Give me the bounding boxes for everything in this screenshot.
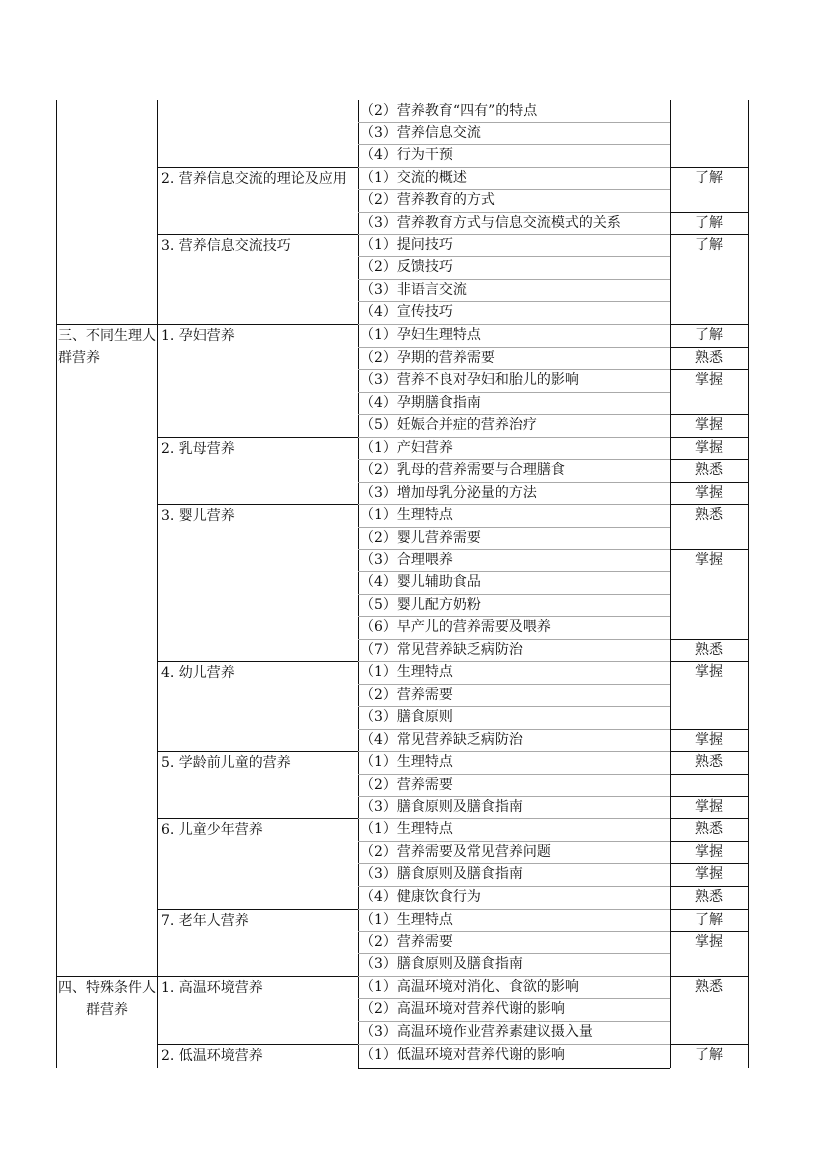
level-label: 了解 bbox=[695, 215, 723, 231]
topic-label: 3. 婴儿营养 bbox=[161, 508, 235, 524]
level-label: 熟悉 bbox=[695, 979, 723, 995]
item-text: （1）生理特点 bbox=[360, 507, 453, 523]
item-text: （1）提问技巧 bbox=[360, 237, 453, 253]
item-text: （1）产妇营养 bbox=[360, 440, 453, 456]
item-text: （4）行为干预 bbox=[360, 147, 453, 163]
item-text: （3）合理喂养 bbox=[360, 552, 453, 568]
item-text: （5）婴儿配方奶粉 bbox=[360, 597, 481, 613]
topic-label: 6. 儿童少年营养 bbox=[161, 822, 263, 838]
item-text: （1）生理特点 bbox=[360, 821, 453, 837]
item-text: （3）营养教育方式与信息交流模式的关系 bbox=[360, 215, 621, 231]
item-text: （2）营养需要及常见营养问题 bbox=[360, 844, 551, 860]
level-label: 掌握 bbox=[695, 866, 723, 882]
topic-label: 2. 营养信息交流的理论及应用 bbox=[161, 171, 347, 187]
level-label: 掌握 bbox=[695, 552, 723, 568]
level-label: 熟悉 bbox=[695, 821, 723, 837]
level-label: 熟悉 bbox=[695, 507, 723, 523]
item-text: （4）孕期膳食指南 bbox=[360, 395, 481, 411]
item-text: （3）增加母乳分泌量的方法 bbox=[360, 485, 537, 501]
item-text: （1）生理特点 bbox=[360, 912, 453, 928]
column-border bbox=[358, 100, 359, 1068]
level-label: 了解 bbox=[695, 327, 723, 343]
topic-label: 1. 孕妇营养 bbox=[161, 328, 235, 344]
level-label: 了解 bbox=[695, 237, 723, 253]
item-text: （3）膳食原则 bbox=[360, 709, 453, 725]
level-label: 了解 bbox=[695, 1047, 723, 1063]
level-label: 熟悉 bbox=[695, 642, 723, 658]
item-text: （1）低温环境对营养代谢的影响 bbox=[360, 1047, 565, 1063]
item-text: （2）营养需要 bbox=[360, 777, 453, 793]
item-text: （1）孕妇生理特点 bbox=[360, 327, 481, 343]
level-label: 熟悉 bbox=[695, 462, 723, 478]
level-label: 了解 bbox=[695, 170, 723, 186]
level-label: 掌握 bbox=[695, 440, 723, 456]
section-title: 三、不同生理人群营养 bbox=[58, 328, 156, 366]
item-text: （2）高温环境对营养代谢的影响 bbox=[360, 1001, 565, 1017]
topic-label: 5. 学龄前儿童的营养 bbox=[161, 755, 291, 771]
item-text: （6）早产儿的营养需要及喂养 bbox=[360, 619, 551, 635]
item-text: （3）膳食原则及膳食指南 bbox=[360, 799, 523, 815]
item-text: （2）孕期的营养需要 bbox=[360, 350, 495, 366]
item-text: （2）乳母的营养需要与合理膳食 bbox=[360, 462, 565, 478]
item-text: （1）生理特点 bbox=[360, 754, 453, 770]
item-text: （1）交流的概述 bbox=[360, 170, 467, 186]
item-text: （1）生理特点 bbox=[360, 664, 453, 680]
item-text: （3）膳食原则及膳食指南 bbox=[360, 956, 523, 972]
item-text: （3）营养信息交流 bbox=[360, 125, 481, 141]
level-label: 掌握 bbox=[695, 417, 723, 433]
item-text: （2）反馈技巧 bbox=[360, 259, 453, 275]
level-label: 熟悉 bbox=[695, 350, 723, 366]
item-text: （5）妊娠合并症的营养治疗 bbox=[360, 417, 537, 433]
level-label: 掌握 bbox=[695, 664, 723, 680]
level-label: 掌握 bbox=[695, 372, 723, 388]
column-border bbox=[157, 100, 158, 1068]
item-text: （2）营养需要 bbox=[360, 687, 453, 703]
level-border bbox=[670, 774, 748, 775]
item-text: （4）宣传技巧 bbox=[360, 304, 453, 320]
topic-label: 4. 幼儿营养 bbox=[161, 665, 235, 681]
topic-label: 1. 高温环境营养 bbox=[161, 980, 263, 996]
item-text: （2）婴儿营养需要 bbox=[360, 530, 481, 546]
item-text: （7）常见营养缺乏病防治 bbox=[360, 642, 523, 658]
level-label: 掌握 bbox=[695, 732, 723, 748]
table-bottom-border bbox=[358, 1068, 670, 1069]
section-title: 四、特殊条件人群营养 bbox=[58, 980, 156, 1018]
topic-label: 2. 乳母营养 bbox=[161, 441, 235, 457]
item-text: （2）营养教育的方式 bbox=[360, 192, 495, 208]
item-text: （4）常见营养缺乏病防治 bbox=[360, 732, 523, 748]
syllabus-table bbox=[56, 100, 748, 1068]
item-text: （2）营养需要 bbox=[360, 934, 453, 950]
topic-label: 7. 老年人营养 bbox=[161, 913, 249, 929]
topic-label: 2. 低温环境营养 bbox=[161, 1048, 263, 1064]
item-text: （3）非语言交流 bbox=[360, 282, 467, 298]
level-label: 掌握 bbox=[695, 485, 723, 501]
level-label: 熟悉 bbox=[695, 889, 723, 905]
topic-label: 3. 营养信息交流技巧 bbox=[161, 238, 291, 254]
level-label: 掌握 bbox=[695, 844, 723, 860]
column-border bbox=[56, 100, 57, 1068]
item-text: （1）高温环境对消化、食欲的影响 bbox=[360, 979, 579, 995]
level-label: 掌握 bbox=[695, 799, 723, 815]
column-border bbox=[748, 100, 749, 1068]
level-label: 了解 bbox=[695, 912, 723, 928]
level-label: 熟悉 bbox=[695, 754, 723, 770]
level-label: 掌握 bbox=[695, 934, 723, 950]
item-text: （3）营养不良对孕妇和胎儿的影响 bbox=[360, 372, 579, 388]
item-text: （4）健康饮食行为 bbox=[360, 889, 481, 905]
item-text: （3）膳食原则及膳食指南 bbox=[360, 866, 523, 882]
item-text: （2）营养教育“四有”的特点 bbox=[360, 103, 538, 119]
item-text: （4）婴儿辅助食品 bbox=[360, 574, 481, 590]
item-text: （3）高温环境作业营养素建议摄入量 bbox=[360, 1024, 593, 1040]
